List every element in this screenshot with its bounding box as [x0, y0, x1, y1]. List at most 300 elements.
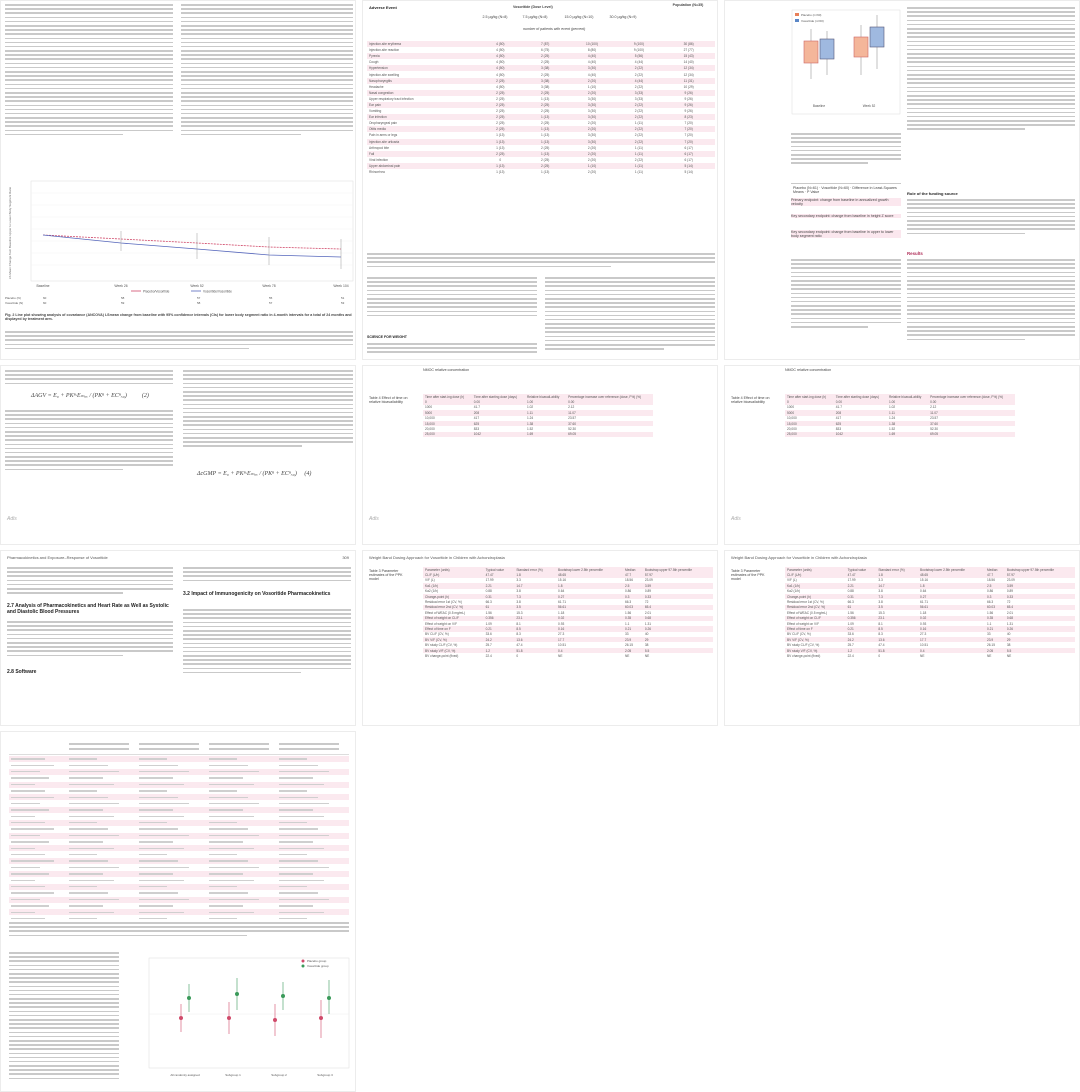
table-cell: 10.51	[920, 643, 929, 648]
table-cell: Change-point (h)	[423, 594, 484, 599]
table-cell: 0.356	[484, 616, 515, 621]
table-cell: 47.7	[623, 572, 643, 577]
table-cell: Effect of WEAC (0.5 mg/mL)	[787, 610, 828, 615]
col-header: Time after start-ing dose (h)	[423, 394, 472, 399]
x-tick: Baseline	[36, 284, 50, 288]
table-cell: 14.7	[514, 583, 556, 588]
col-header: 2.5 µg/kg (N=8)	[482, 15, 508, 19]
table-cell: 24.2	[846, 637, 877, 642]
table-cell: 1.18	[920, 610, 927, 615]
table-cell: 2.5	[985, 583, 1005, 588]
table-cell: 0.93	[920, 621, 927, 626]
publisher-logo: Adis	[369, 516, 379, 522]
table-cell: 3.5	[514, 605, 556, 610]
table-rows	[9, 756, 349, 922]
row-label: Upper abdominal pain	[367, 163, 479, 169]
svg-text:60: 60	[43, 301, 47, 305]
x-tick-labels	[170, 1073, 333, 1077]
table-cell: 0.26	[1005, 626, 1075, 631]
table-cell: 0.35	[985, 616, 1005, 621]
col-header: Percentage increase over reference (dose, F%) (%)	[566, 394, 653, 399]
row-label: Otitis media	[367, 126, 479, 132]
table-cell: 23.9	[985, 637, 1005, 642]
table-row	[9, 865, 349, 871]
ppk-parameter-table	[423, 567, 713, 659]
table-cell: 2 (22)	[634, 157, 644, 162]
text-column-left-2	[367, 343, 537, 356]
table-cell: 6 (17)	[684, 145, 693, 150]
table-cell: 47.47	[484, 572, 515, 577]
table-cell: 2 (25)	[479, 78, 522, 84]
table-cell: 1 (13)	[496, 170, 505, 175]
table-cell: 3.8	[516, 600, 521, 605]
row-label: Injection-site erythema	[367, 41, 479, 47]
col-header: 7.5 µg/kg (N=8)	[522, 15, 548, 19]
x-tick: Week 52	[190, 284, 204, 288]
paper-page-4	[0, 365, 356, 545]
table-cell: 9 (100)	[633, 48, 644, 53]
table-cell: 5000	[423, 410, 472, 415]
table-cell: 4 (50)	[479, 65, 522, 71]
table-cell: 37.60	[566, 421, 653, 426]
table-cell: 1.24	[526, 416, 534, 421]
table-cell: 0.64	[558, 589, 565, 594]
table-row	[9, 769, 349, 775]
table-cell: 2 (20)	[587, 157, 597, 162]
table-cell: 2.01	[644, 610, 652, 615]
table-cell: 47.7	[985, 572, 1005, 577]
table-label: Table 4 Effect of time on relative bioavailability	[731, 396, 770, 404]
table-cell: 1.69	[525, 432, 566, 437]
table-cell: 66.3	[847, 600, 854, 605]
table-cell: 1.02	[526, 405, 534, 410]
col-header: Time after starting dose (days)	[834, 394, 887, 399]
table-col-population: Population (N=35)	[672, 3, 704, 7]
table-cell: 40	[644, 632, 649, 637]
row-label: Pain in arms or legs	[369, 133, 398, 138]
paper-page-6	[724, 365, 1080, 545]
table-cell: 26.15	[987, 643, 995, 648]
row-label: Viral infection	[369, 157, 389, 162]
table-cell: 25.7	[485, 643, 492, 648]
svg-text:60: 60	[43, 296, 47, 300]
table-cell: 2 (22)	[615, 139, 662, 145]
line-plot-figure	[1, 177, 356, 309]
table-cell: Effect of WEAC (0.5 mg/mL)	[425, 610, 466, 615]
table-row	[9, 858, 349, 864]
table-cell: 11.07	[928, 410, 1015, 415]
table-cell: 3 (38)	[522, 65, 569, 71]
table-cell: 0.4	[918, 648, 985, 653]
table-cell: 2 (20)	[569, 78, 616, 84]
data-point	[273, 1018, 277, 1022]
table-cell: 3.5	[876, 605, 918, 610]
table-cell: 23.1	[514, 616, 556, 621]
table-cell: 2.12	[930, 405, 937, 410]
row-label: Nasal congestion	[367, 90, 479, 96]
table-row	[423, 653, 713, 658]
table-cell: 3.59	[1005, 583, 1075, 588]
table-cell: 833	[835, 427, 842, 432]
table-cell: 65.4	[643, 605, 713, 610]
col-header: Difference in Least-Squares Means	[793, 186, 897, 194]
publisher-logo: Adis	[7, 516, 17, 522]
table-row	[9, 884, 349, 890]
table-title: Adverse Event	[369, 5, 397, 10]
results-heading: Results	[907, 251, 923, 256]
table-cell: 2 (25)	[540, 60, 550, 65]
table-cell: 5.5	[643, 648, 713, 653]
table-cell: 17.7	[918, 637, 985, 642]
data-point	[235, 992, 239, 996]
table-cell: Effect of weight on CL/F	[785, 616, 846, 621]
table-cell: 3 (33)	[634, 96, 644, 101]
col-header: 15.0 µg/kg (N=10)	[564, 15, 594, 19]
table-cell: 1 (13)	[540, 170, 550, 175]
table-row	[423, 432, 653, 437]
table-cell: 20,000	[425, 427, 435, 432]
table-cell: 26.15	[625, 643, 633, 648]
running-head: Weight Band Dosing Approach for Vosoritide in Children with Achondroplasia	[731, 555, 867, 560]
svg-text:51: 51	[341, 296, 345, 300]
table-cell: 41.7	[473, 405, 480, 410]
legend-vosoritide: Vosoritide/Vosoritide	[203, 289, 232, 294]
table-row	[9, 801, 349, 807]
row-label: Injection-site urticaria	[367, 139, 479, 145]
table-cell: Change-point (h)	[785, 594, 846, 599]
table-cell: 52.30	[568, 427, 577, 432]
table-cell: Effect of time on F	[785, 626, 846, 631]
col-header: Time after starting dose (days)	[472, 394, 525, 399]
table-row	[367, 169, 715, 175]
table-cell: 0.00	[566, 399, 653, 404]
table-cell: 27.3	[920, 632, 927, 637]
col-header: Relative bioavail-ability	[525, 394, 566, 399]
table-row	[9, 903, 349, 909]
table-cell: Residual error 1st (CV, %)	[787, 600, 824, 605]
table-cell: 2 (22)	[615, 65, 662, 71]
table-cell: 4 (40)	[569, 53, 616, 59]
table-cell: 4 (44)	[634, 60, 644, 65]
table-cell: 7.3	[876, 594, 918, 599]
table-cell: 0.88	[485, 589, 492, 594]
table-cell: 417	[473, 416, 480, 421]
table-cell: Ka1 (1/h)	[785, 583, 846, 588]
table-cell: 1 (13)	[522, 139, 569, 145]
svg-text:Vosoritide (N): Vosoritide (N)	[5, 301, 24, 305]
dot-plot-figure	[125, 954, 353, 1086]
col-header: Median	[623, 567, 643, 572]
x-tick: All randomly assigned	[170, 1073, 200, 1077]
table-row	[9, 788, 349, 794]
table-cell: Effect of time on F	[423, 626, 484, 631]
table-cell: 0	[785, 399, 834, 404]
table-label: Table 3 Parameter estimates of the PPK model	[369, 569, 403, 581]
table-cell: 8.3	[878, 632, 883, 637]
table-cell: 0.64	[920, 589, 927, 594]
table-cell: 17.7	[556, 637, 623, 642]
table-cell: 2 (22)	[634, 84, 644, 89]
table-cell: 8.5	[876, 626, 918, 631]
table-cell: 29	[1005, 637, 1075, 642]
table-cell: 20,000	[787, 427, 797, 432]
table-cell: 3 (38)	[522, 78, 569, 84]
table-cell: 0.31	[846, 594, 877, 599]
section-heading-27: 2.7 Analysis of Pharmacokinetics and Heart Rate as Well as Systolic and Diastolic Blood Pressures	[7, 603, 169, 615]
table-row	[9, 833, 349, 839]
table-cell: 2 (25)	[540, 72, 550, 77]
table-cell: 1 (13)	[540, 133, 550, 138]
table-cell: 72	[1006, 600, 1011, 605]
table-cell: V/F (L)	[425, 578, 435, 583]
table-cell: 2 (25)	[540, 109, 550, 114]
table-cell: 25,000	[423, 432, 472, 437]
table-cell: 2 (20)	[587, 145, 597, 150]
table-cell: 625	[472, 421, 525, 426]
table-cell: BV V/F (CV, %)	[785, 637, 846, 642]
table-cell: 2 (25)	[479, 151, 522, 157]
table-cell: 1.38	[887, 421, 928, 426]
table-cell: Residual error 2nd (CV, %)	[423, 605, 484, 610]
table-cell: 1.52	[526, 427, 534, 432]
table-cell: 15.3	[878, 610, 885, 615]
table-cell: 3 (30)	[569, 102, 616, 108]
table-cell: BV study CL/F (CV, %)	[787, 643, 820, 648]
table-cell: Effect of weight on V/F	[425, 621, 458, 626]
table-cell: NE	[625, 653, 630, 658]
svg-text:Placebo (N): Placebo (N)	[5, 296, 21, 300]
boxplot-figure	[791, 9, 901, 127]
table-row	[785, 432, 1015, 437]
table-cell: 10.51	[558, 643, 567, 648]
table-cell: 4 (50)	[496, 60, 505, 65]
table-cell: 0.31	[484, 594, 515, 599]
table-cell: 2.21	[484, 583, 515, 588]
legend-placebo: Placebo/Vosoritide	[143, 289, 170, 294]
table-cell: 4 (50)	[496, 84, 505, 89]
table-cell: 6 (75)	[540, 48, 550, 53]
table-cell: BV study V/F (CV, %)	[785, 648, 846, 653]
table-cell: 61	[846, 605, 877, 610]
table-row	[9, 775, 349, 781]
table-cell: 18.56	[987, 578, 995, 583]
table-cell: 23.57	[930, 416, 939, 421]
table-cell: 3 (30)	[569, 139, 616, 145]
table-cell: 2 (20)	[569, 126, 616, 132]
table-cell: 3.8	[516, 589, 521, 594]
table-cell: 3.8	[878, 600, 883, 605]
table-cell: BV change-point (fixed)	[787, 653, 821, 658]
table-cell: 2 (20)	[587, 170, 597, 175]
table-cell: 1 (13)	[479, 163, 522, 169]
table-cell: 1 (13)	[540, 96, 550, 101]
table-cell: CL/F (L/h)	[785, 572, 846, 577]
table-cell: 5 (14)	[662, 163, 715, 169]
box-label-left: Baseline	[812, 104, 826, 108]
table-cell: 0.88	[847, 589, 854, 594]
col-header: Bootstrap lower 2.5th percentile	[918, 567, 985, 572]
table-cell: 1.69	[887, 432, 928, 437]
legend-b: Vosoritide group	[307, 964, 329, 968]
table-cell: 2 (25)	[479, 126, 522, 132]
table-cell: 0.35	[623, 616, 643, 621]
data-point	[187, 996, 191, 1000]
paper-page-7	[0, 550, 356, 726]
table-cell: 57.97	[1005, 572, 1075, 577]
col-header: Time after start-ing dose (h)	[785, 394, 834, 399]
table-cell: 66.3	[987, 600, 994, 605]
table-cell: Residual error 2nd (CV, %)	[785, 605, 846, 610]
table-cell: 0.89	[644, 589, 652, 594]
table-cell: 2.21	[846, 583, 877, 588]
table-cell: 52.30	[930, 427, 939, 432]
text-column-right	[183, 370, 353, 450]
table-cell: 2 (25)	[522, 90, 569, 96]
x-tick-labels	[36, 284, 348, 288]
col-header: Standard error (%)	[514, 567, 556, 572]
table-cell: 0.3	[985, 594, 1005, 599]
table-cell: 1.56	[847, 610, 854, 615]
col-header: Parameter (units)	[423, 567, 484, 572]
table-cell: 4 (44)	[615, 78, 662, 84]
table-cell: 0.21	[484, 626, 515, 631]
table-cell: 40	[1006, 632, 1011, 637]
table-cell: 625	[834, 421, 887, 426]
row-label: Arthropod bite	[369, 145, 390, 150]
table-cell: 3 (30)	[587, 133, 597, 138]
table-cell: Ka2 (1/h)	[787, 589, 801, 594]
table-cell: 1000	[425, 405, 433, 410]
table-cell: 1 (13)	[479, 139, 522, 145]
svg-text:57: 57	[269, 301, 273, 305]
table-cell: 1000	[787, 405, 795, 410]
table-cell: 3 (38)	[540, 84, 550, 89]
table-cell: 208	[834, 410, 887, 415]
table-cell: 9 (100)	[615, 41, 662, 47]
table-cell: V/F (L)	[787, 578, 797, 583]
table-cell: 51.8	[514, 648, 556, 653]
table-cell: 2 (25)	[496, 109, 505, 114]
table-cell: 3.3	[878, 578, 883, 583]
table-row	[9, 807, 349, 813]
table-cell: 29	[643, 637, 713, 642]
table-cell: 8.1	[516, 621, 521, 626]
table-cell: 0	[878, 653, 881, 658]
table-cell: 2 (25)	[479, 114, 522, 120]
legend-a: Placebo group	[307, 959, 327, 963]
table-cell: 7 (20)	[684, 121, 693, 126]
table-row	[9, 794, 349, 800]
table-cell: 0.02	[918, 616, 985, 621]
table-cell: 2 (22)	[634, 72, 644, 77]
table-cell: 72	[644, 600, 649, 605]
n-at-risk-table	[5, 296, 345, 305]
text-column-right-2	[183, 609, 351, 676]
table-cell: 4 (40)	[587, 60, 597, 65]
table-cell: 1.11	[525, 410, 566, 415]
table-cell: 18.56	[625, 578, 633, 583]
table-cell: 6 (17)	[684, 157, 693, 162]
table-cell: 833	[473, 427, 480, 432]
results-body	[907, 259, 1075, 343]
table-cell: 25.7	[847, 643, 854, 648]
table-cell: 5 (14)	[684, 170, 693, 175]
paper-page-1	[0, 0, 356, 360]
table-footnotes	[367, 253, 715, 270]
table-cell: 0.16	[918, 626, 985, 631]
table-cell: 0.02	[556, 616, 623, 621]
table-row	[785, 653, 1075, 658]
data-point	[327, 996, 331, 1000]
table-cell: 2 (22)	[615, 126, 662, 132]
table-cell: 60.03	[623, 605, 643, 610]
table-cell: 9 (26)	[662, 102, 715, 108]
table-cell: BV change-point (fixed)	[425, 653, 459, 658]
section-heading-28: 2.8 Software	[7, 669, 37, 675]
table-cell: 1 (13)	[522, 126, 569, 132]
table-row	[9, 897, 349, 903]
table-cell: 1.09	[485, 621, 492, 626]
table-cell: 23.57	[568, 416, 577, 421]
col-header: Typical value	[484, 567, 515, 572]
table-cell: 417	[835, 416, 842, 421]
table-cell: 1.00	[525, 399, 566, 404]
paper-page-10	[0, 731, 356, 1092]
table-cell: 15 (43)	[662, 53, 715, 59]
legend-a: Placebo (n=60)	[801, 13, 822, 17]
running-head: Pharmacokinetics and Exposure–Response of Vosoritide	[7, 555, 108, 560]
table-cell: 9 (26)	[684, 96, 693, 101]
table-cell: 25,000	[785, 432, 834, 437]
row-label: Injection-site swelling	[369, 72, 400, 77]
figure-caption	[791, 133, 901, 167]
col-header: Relative bioavail-ability	[887, 394, 928, 399]
svg-text:58: 58	[197, 301, 201, 305]
text-column-left	[5, 370, 173, 387]
table-cell: 1 (11)	[634, 121, 643, 126]
table-cell: 0.68	[1005, 616, 1075, 621]
x-tick: Subgroup 1	[225, 1073, 241, 1077]
table-cell: 13.6	[876, 637, 918, 642]
table-cell: 1.8	[514, 572, 556, 577]
running-head: Weight Band Dosing Approach for Vosoritide in Children with Achondroplasia	[369, 555, 505, 560]
table-cell: 4 (50)	[479, 41, 522, 47]
text-column-right	[907, 7, 1075, 133]
publisher-logo: Adis	[731, 516, 741, 522]
equation-4: ΔcGMP = E₀ + PKⁿ·Eₘₐₓ / (PKⁿ + ECⁿ₅₀) (4)	[197, 471, 312, 477]
text-column-right	[545, 277, 715, 352]
table-cell: 2 (25)	[540, 157, 550, 162]
large-table-figure	[9, 740, 349, 918]
table-section: Primary endpoint: change from baseline in annualized growth velocity	[791, 198, 901, 206]
table-row	[9, 852, 349, 858]
table-row	[9, 762, 349, 768]
svg-text:53: 53	[341, 301, 345, 305]
table-row	[9, 909, 349, 915]
table-cell: 2.05	[985, 648, 1005, 653]
table-cell: 2 (25)	[479, 90, 522, 96]
table-cell: 0.27	[918, 594, 985, 599]
table-cell: 8 (23)	[662, 114, 715, 120]
table-cell: 3 (30)	[569, 114, 616, 120]
table-cell: 5000	[785, 410, 834, 415]
row-label: Rhinorrhea	[369, 170, 385, 175]
table-cell: 2.12	[568, 405, 575, 410]
table-cell: 2 (25)	[522, 163, 569, 169]
table-cell: 5.5	[1005, 648, 1075, 653]
table-cell: 8.5	[514, 626, 556, 631]
page-number: 309	[342, 555, 349, 560]
